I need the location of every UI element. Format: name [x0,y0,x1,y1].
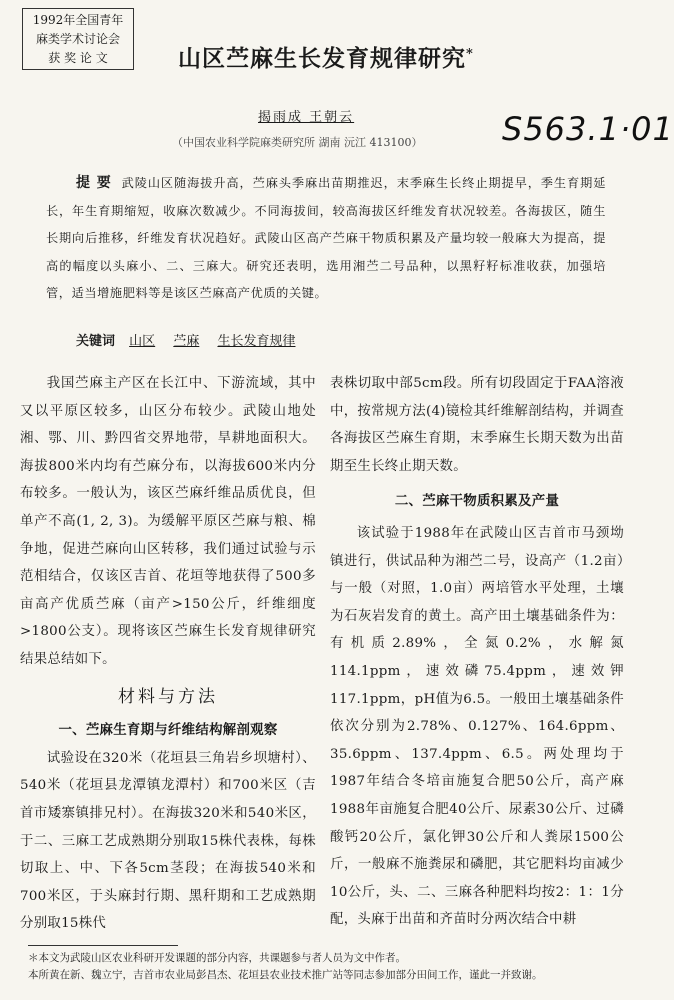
stamp-line: 1992年全国青年 [32,13,124,27]
method-paragraph: 试验设在320米（花垣县三角岩乡坝塘村）、540米（花垣县龙潭镇龙潭村）和700米区（吉首市矮寨镇排兄村）。在海拔320米和540米区，于二、三麻工艺成熟期分别取15株代表株，每株切取上、中、下各5cm茎段；在海拔540米和700米区，于头麻封行期、黑秆期和工艺成熟期分别取15株代 [20,750,316,932]
award-stamp [22,8,134,70]
subsection-title: 一、苎麻生育期与纤维结构解剖观察 [58,722,278,739]
footnote [28,950,628,984]
footnote-rule [28,945,178,946]
right-column [330,370,624,934]
keyword: 苎麻 [173,334,200,349]
abstract-label: 提 要 [76,175,112,191]
yield-paragraph: 该试验于1988年在武陵山区吉首市马颈坳镇进行，供试品种为湘苎二号，设高产（1.2亩）与一般（对照，1.0亩）两培管水平处理，土壤为石灰岩发育的黄土。高产田土壤基础条件为：有机质2.89%，全氮0.2%，水解氮114.1ppm，速效磷75.4ppm，速效钾117.1ppm，pH值为6.5。一般田土壤基础条件依次分别为2.78%、0.127%、164.6ppm、35.6ppm、137.4ppm、6.5。两处理均于1987年结合冬培亩施复合肥50公斤，高产麻1988年亩施复合肥40公斤、尿素30公斤、过磷酸钙20公斤，氯化钾30公斤和人粪尿1500公斤，一般麻不施粪尿和磷肥，其它肥料均亩减少10公斤，头、二、三麻各种肥料均按2：1：1分配，头麻于出苗和齐苗时分两次结合中耕 [330,525,624,928]
handwritten-call-number: S563.1·01 [502,110,674,148]
footnote-line: ＊本文为武陵山区农业科研开发课题的部分内容，共课题参与者人员为文中作者。 [28,952,406,964]
paper-title [178,40,474,73]
stamp-line: 获 奖 论 文 [48,51,108,65]
affiliation: （中国农业科学院麻类研究所 湖南 沅江 413100） [172,136,423,149]
keywords-label: 关键词 [76,334,116,349]
paper-title-text: 山区苎麻生长发育规律研究 [178,45,466,72]
abstract [46,170,606,308]
authors: 揭雨成 王朝云 [258,110,355,125]
intro-paragraph: 我国苎麻主产区在长江中、下游流域，其中又以平原区较多，山区分布较少。武陵山地处湘、鄂、川、黔四省交界地带，旱耕地面积大。海拔800米内均有苎麻分布，以海拔600米内分布较多。一般认为，该区苎麻纤维品质优良，但单产不高(1, 2, 3)。为缓解平原区苎麻与粮、棉争地，促进苎麻向山区转移，我们通过试验与示范相结合，仅该区吉首、花垣等地获得了500多亩高产优质苎麻（亩产>150公斤，纤维细度>1800公支）。现将该区苎麻生长发育规律研究结果总结如下。 [20,376,316,667]
keyword: 山区 [129,334,156,349]
footnote-line: 本所黄在新、魏立宁，吉首市农业局彭昌杰、花垣县农业技术推广站等同志参加部分田间工作，谨此一并致谢。 [28,969,543,981]
section-title: 材料与方法 [118,686,218,707]
left-column [20,370,316,938]
keywords [76,330,309,349]
title-footnote-mark: * [466,46,474,62]
stamp-line: 麻类学术讨论会 [35,32,120,46]
continued-paragraph: 表株切取中部5cm段。所有切段固定于FAA溶液中，按常规方法(4)镜检其纤维解剖结构，并调查各海拔区苎麻生育期，末季麻生长期天数为出苗期至生长终止期天数。 [330,376,624,474]
keyword: 生长发育规律 [217,334,296,349]
subsection-title: 二、苎麻干物质积累及产量 [394,493,560,510]
abstract-text: 武陵山区随海拔升高，苎麻头季麻出苗期推迟，末季麻生长终止期提早，季生育期延长，年生育期缩短，收麻次数减少。不同海拔间，较高海拔区纤维发育状况较差。各海拔区，随生长期向后推移，纤维发育状况趋好。武陵山区高产苎麻干物质积累及产量均较一般麻大为提高，提高的幅度以头麻小、二、三麻大。研究还表明，选用湘苎二号品种，以黑籽籽标准收获，加强培管，适当增施肥料等是该区苎麻高产优质的关键。 [46,176,606,301]
